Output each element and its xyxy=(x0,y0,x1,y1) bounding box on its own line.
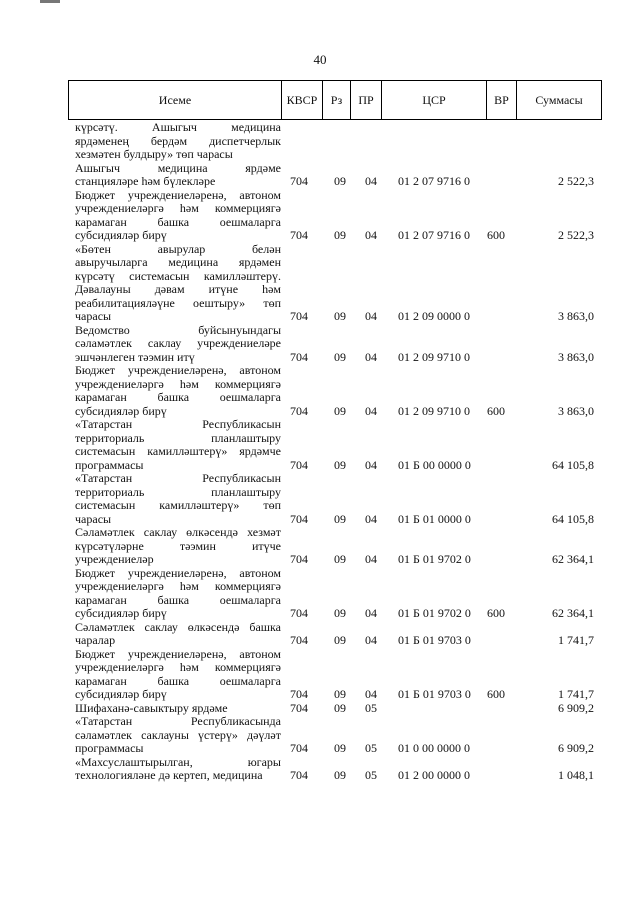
cell-rz: 09 xyxy=(334,457,346,472)
table-row xyxy=(68,364,602,418)
row-name-line: эшчәнлеген тәэмин итү xyxy=(75,350,195,364)
row-name-line: субсидияләр бирү xyxy=(75,229,167,242)
row-name-line: карамаган башка оешмаларга xyxy=(75,674,281,688)
cell-pr: 04 xyxy=(365,633,377,647)
cell-rz: 09 xyxy=(334,633,346,647)
cell-pr: 04 xyxy=(365,511,377,526)
cell-csr: 01 2 09 9710 0 xyxy=(398,349,470,364)
row-values xyxy=(68,405,602,419)
cell-sum: 6 909,2 xyxy=(558,700,594,715)
cell-rz: 09 xyxy=(334,687,346,701)
cell-csr: 01 2 07 9716 0 xyxy=(398,228,470,242)
row-name-line: субсидияләр бирү xyxy=(75,688,167,701)
table-row xyxy=(68,621,602,648)
cell-pr: 04 xyxy=(365,349,377,364)
cell-kvsr: 704 xyxy=(290,228,308,242)
row-values xyxy=(68,742,602,756)
cell-pr: 05 xyxy=(365,768,377,782)
row-values xyxy=(68,634,602,648)
cell-csr: 01 Б 01 9702 0 xyxy=(398,552,471,566)
row-name-line: авыручыларга медицина ярдәмен xyxy=(75,256,281,269)
cell-sum: 2 522,3 xyxy=(558,228,594,242)
cell-kvsr: 704 xyxy=(290,552,308,566)
table-body xyxy=(68,121,602,783)
row-name-line: учреждениеләргә һәм коммерциягә xyxy=(75,377,281,391)
row-name-line: станцияләре һәм бүлекләре xyxy=(75,175,216,188)
cell-rz: 09 xyxy=(334,228,346,242)
cell-rz: 09 xyxy=(334,403,346,418)
row-name-line: сәламәтлек саклау учреждениеләре xyxy=(75,337,281,350)
row-name-line: карамаган башка оешмаларга xyxy=(75,391,281,404)
row-name-line: Бюджет учреждениеләренә, автоном xyxy=(75,188,281,202)
row-name-line: системасын камилләштерү» ярдәмче xyxy=(75,445,281,458)
cell-csr: 01 Б 01 9703 0 xyxy=(398,687,471,701)
cell-sum: 1 048,1 xyxy=(558,768,594,782)
row-name-line: технологияләне дә кертеп, медицина xyxy=(75,769,263,782)
row-name-line: территориаль планлаштыру xyxy=(75,431,281,445)
cell-rz: 09 xyxy=(334,309,346,323)
row-name-line: күрсәтү. Ашыгыч медицина xyxy=(75,121,281,134)
header-kvsr: КВСР xyxy=(282,81,323,119)
cell-rz: 09 xyxy=(334,606,346,620)
cell-kvsr: 704 xyxy=(290,309,308,323)
row-name-line: күрсәтү системасын камилләштерү. xyxy=(75,269,281,283)
table-row xyxy=(68,472,602,526)
cell-kvsr: 704 xyxy=(290,457,308,472)
header-pr: ПР xyxy=(351,81,382,119)
row-name-line: «Татарстан Республикасын xyxy=(75,418,281,431)
row-name-line: Ашыгыч медицина ярдәме xyxy=(75,161,281,175)
cell-kvsr: 704 xyxy=(290,633,308,647)
table-row xyxy=(68,756,602,783)
cell-csr: 01 0 00 0000 0 xyxy=(398,741,470,755)
table-row xyxy=(68,702,602,716)
cell-rz: 09 xyxy=(334,768,346,782)
cell-kvsr: 704 xyxy=(290,511,308,526)
cell-csr: 01 Б 01 0000 0 xyxy=(398,511,471,526)
header-name: Исеме xyxy=(69,81,282,119)
header-rz: Рз xyxy=(323,81,351,119)
cell-sum: 3 863,0 xyxy=(558,309,594,323)
row-name-line: Бюджет учреждениеләренә, автоном xyxy=(75,566,281,580)
cell-rz: 09 xyxy=(334,511,346,526)
cell-csr: 01 2 09 9710 0 xyxy=(398,403,470,418)
row-name-line: программасы xyxy=(75,458,144,472)
cell-csr: 01 Б 01 9703 0 xyxy=(398,633,471,647)
cell-pr: 04 xyxy=(365,687,377,701)
row-values xyxy=(68,148,602,162)
page-number: 40 xyxy=(313,52,327,67)
cell-sum: 62 364,1 xyxy=(552,552,594,566)
cell-sum: 3 863,0 xyxy=(558,349,594,364)
cell-sum: 62 364,1 xyxy=(552,606,594,620)
table-row xyxy=(68,526,602,567)
table-row xyxy=(68,162,602,189)
cell-rz: 09 xyxy=(334,552,346,566)
row-name-line: ярдәменең бердәм диспетчерлык xyxy=(75,134,281,148)
cell-vr: 600 xyxy=(487,687,505,701)
cell-pr: 04 xyxy=(365,174,377,188)
row-name-line: «Татарстан Республикасын xyxy=(75,472,281,485)
cell-csr: 01 Б 00 0000 0 xyxy=(398,457,471,472)
row-values xyxy=(68,459,602,473)
row-name-line: Сәламәтлек саклау өлкәсендә хезмәт xyxy=(75,526,281,539)
cell-csr: 01 2 00 0000 0 xyxy=(398,768,470,782)
cell-pr: 04 xyxy=(365,552,377,566)
cell-pr: 04 xyxy=(365,606,377,620)
table-row xyxy=(68,189,602,243)
row-name-line: учреждениеләр xyxy=(75,553,154,566)
row-name-line: субсидияләр бирү xyxy=(75,607,167,620)
cell-pr: 04 xyxy=(365,309,377,323)
cell-sum: 64 105,8 xyxy=(552,457,594,472)
row-name-line: Бюджет учреждениеләренә, автоном xyxy=(75,647,281,661)
corner-mark xyxy=(40,0,60,3)
cell-sum: 6 909,2 xyxy=(558,741,594,755)
cell-rz: 09 xyxy=(334,741,346,755)
cell-kvsr: 704 xyxy=(290,606,308,620)
cell-pr: 05 xyxy=(365,700,377,715)
cell-csr: 01 2 07 9716 0 xyxy=(398,174,470,188)
cell-vr: 600 xyxy=(487,403,505,418)
header-csr: ЦСР xyxy=(382,81,487,119)
row-name-line: Шифаханә-савыктыру ярдәме xyxy=(75,701,228,715)
row-name-line: карамаган башка оешмаларга xyxy=(75,593,281,607)
row-values xyxy=(68,702,602,716)
cell-sum: 1 741,7 xyxy=(558,687,594,701)
row-name-line: учреждениеләргә һәм коммерциягә xyxy=(75,661,281,674)
row-name-line: «Татарстан Республикасында xyxy=(75,715,281,728)
row-name-line: карамаган башка оешмаларга xyxy=(75,215,281,229)
row-name-line: учреждениеләргә һәм коммерциягә xyxy=(75,580,281,593)
cell-vr: 600 xyxy=(487,606,505,620)
row-name-line: чарасы xyxy=(75,310,112,323)
cell-sum: 3 863,0 xyxy=(558,403,594,418)
row-values xyxy=(68,553,602,567)
row-name-line: субсидияләр бирү xyxy=(75,404,167,418)
row-name-line: күрсәтүләрне тәэмин итүче xyxy=(75,539,281,553)
row-name-line: системасын камилләштерү» төп xyxy=(75,499,281,512)
row-name-line: чаралар xyxy=(75,634,116,647)
row-values xyxy=(68,688,602,702)
cell-rz: 09 xyxy=(334,349,346,364)
row-values xyxy=(68,351,602,365)
cell-kvsr: 704 xyxy=(290,741,308,755)
row-name-line: сәламәтлек саклауны үстерү» дәүләт xyxy=(75,728,281,742)
row-name-line: чарасы xyxy=(75,512,112,526)
cell-kvsr: 704 xyxy=(290,700,308,715)
row-name-line: реабилитацияләүне оештыру» төп xyxy=(75,296,281,310)
cell-pr: 04 xyxy=(365,228,377,242)
cell-csr: 01 2 09 0000 0 xyxy=(398,309,470,323)
cell-rz: 09 xyxy=(334,174,346,188)
cell-pr: 05 xyxy=(365,741,377,755)
cell-rz: 09 xyxy=(334,700,346,715)
header-vr: ВР xyxy=(487,81,517,119)
table-row xyxy=(68,418,602,472)
cell-pr: 04 xyxy=(365,403,377,418)
cell-kvsr: 704 xyxy=(290,403,308,418)
cell-kvsr: 704 xyxy=(290,349,308,364)
cell-pr: 04 xyxy=(365,457,377,472)
row-values xyxy=(68,175,602,189)
cell-vr: 600 xyxy=(487,228,505,242)
table-header xyxy=(68,80,602,120)
row-name-line: территориаль планлаштыру xyxy=(75,485,281,499)
row-name-line: Ведомство буйсынуындагы xyxy=(75,323,281,337)
row-name-line: программасы xyxy=(75,742,144,755)
row-values xyxy=(68,607,602,621)
table-row xyxy=(68,324,602,365)
table-row xyxy=(68,121,602,162)
row-name-line: «Бөтен авырулар белән xyxy=(75,242,281,256)
row-name-line: Бюджет учреждениеләренә, автоном xyxy=(75,364,281,377)
table-row xyxy=(68,648,602,702)
cell-kvsr: 704 xyxy=(290,174,308,188)
table-row xyxy=(68,243,602,324)
row-values xyxy=(68,769,602,783)
row-values xyxy=(68,229,602,243)
row-values xyxy=(68,310,602,324)
cell-sum: 64 105,8 xyxy=(552,511,594,526)
table-row xyxy=(68,567,602,621)
cell-kvsr: 704 xyxy=(290,768,308,782)
cell-csr: 01 Б 01 9702 0 xyxy=(398,606,471,620)
row-name-line: Сәламәтлек саклау өлкәсендә башка xyxy=(75,620,281,634)
row-values xyxy=(68,513,602,527)
row-name-line: учреждениеләргә һәм коммерциягә xyxy=(75,202,281,215)
row-name-line: Дәвалауны дәвам итүне һәм xyxy=(75,283,281,296)
table-row xyxy=(68,715,602,756)
cell-kvsr: 704 xyxy=(290,687,308,701)
header-sum: Суммасы xyxy=(535,92,583,107)
row-name-line: хезмәтен булдыру» төп чарасы xyxy=(75,148,233,161)
cell-sum: 2 522,3 xyxy=(558,174,594,188)
row-name-line: «Махсуслаштырылган, югары xyxy=(75,755,281,769)
cell-sum: 1 741,7 xyxy=(558,633,594,647)
